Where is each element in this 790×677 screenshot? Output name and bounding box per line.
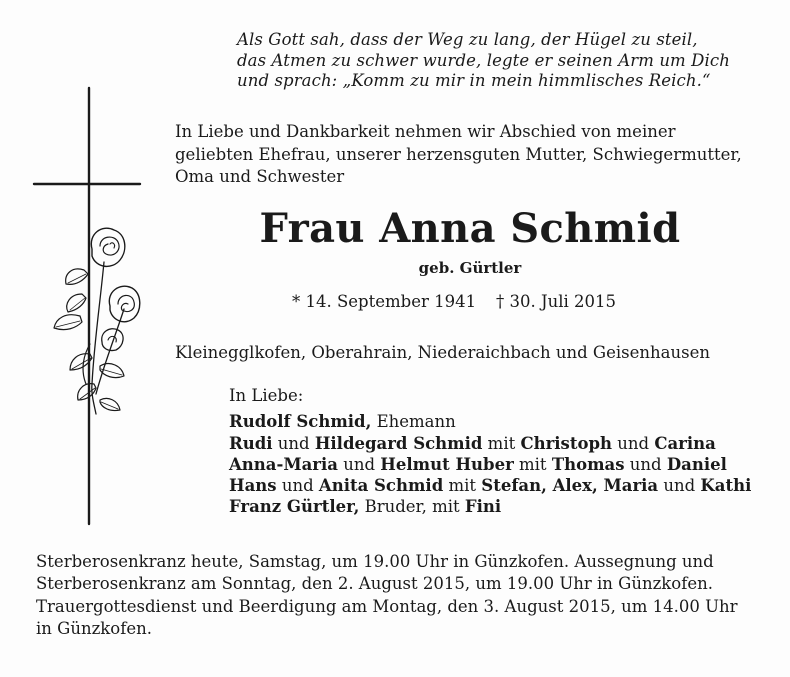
memorial-poem xyxy=(237,30,767,92)
mourner-connector: Bruder, mit xyxy=(359,497,465,517)
mourner-name: Carina xyxy=(654,433,716,453)
intro-line: geliebten Ehefrau, unserer herzensguten Mutter, Schwiegermutter, xyxy=(175,144,742,164)
farewell-intro xyxy=(175,121,765,189)
mourner-connector: mit xyxy=(482,433,521,453)
places-line: Kleinegglkofen, Oberahrain, Niederaichbach und Geisenhausen xyxy=(175,343,710,362)
mourner-name: Rudolf Schmid, xyxy=(229,412,372,432)
mourner-row xyxy=(229,496,769,517)
service-details xyxy=(36,551,766,640)
mourner-name: Daniel xyxy=(666,454,727,474)
deceased-name: Frau Anna Schmid xyxy=(259,205,681,252)
poem-line: das Atmen zu schwer wurde, legte er seinen Arm um Dich xyxy=(237,50,730,70)
mourner-connector: und xyxy=(337,454,381,474)
mourner-name: Helmut Huber xyxy=(380,454,514,474)
mourner-name: Anita Schmid xyxy=(318,476,444,496)
death-date: † 30. Juli 2015 xyxy=(496,292,617,311)
service-line: in Günzkofen. xyxy=(36,618,152,638)
intro-line: Oma und Schwester xyxy=(175,167,345,186)
mourner-name: Hildegard Schmid xyxy=(314,433,483,453)
mourners-lead: In Liebe: xyxy=(229,386,304,405)
poem-line: und sprach: „Komm zu mir in mein himmlisches Reich.“ xyxy=(237,71,711,90)
maiden-name: geb. Gürtler xyxy=(418,259,522,277)
intro-line: In Liebe und Dankbarkeit nehmen wir Abschied von meiner xyxy=(175,122,676,141)
birth-date: * 14. September 1941 xyxy=(292,292,477,311)
mourner-name: Kathi xyxy=(700,476,752,496)
mourner-connector: und xyxy=(276,476,319,496)
mourners-list xyxy=(229,385,769,518)
mourner-name: Rudi xyxy=(229,433,273,453)
mourner-connector: und xyxy=(272,433,315,453)
mourner-row xyxy=(229,454,769,475)
poem-line: Als Gott sah, dass der Weg zu lang, der Hügel zu steil, xyxy=(237,30,698,49)
service-line: Trauergottesdienst und Beerdigung am Montag, den 3. August 2015, um 14.00 Uhr xyxy=(36,596,738,616)
mourner-row xyxy=(229,411,769,432)
mourner-connector: mit xyxy=(513,454,552,474)
mourner-row xyxy=(229,475,769,496)
mourner-name: Hans xyxy=(229,476,277,496)
service-line: Sterberosenkranz am Sonntag, den 2. August 2015, um 19.00 Uhr in Günzkofen. xyxy=(36,574,713,594)
mourner-connector: und xyxy=(612,433,655,453)
mourner-name: Christoph xyxy=(520,433,613,453)
mourner-name: Thomas xyxy=(551,454,625,474)
cross-with-roses-icon xyxy=(30,84,150,528)
mourner-name: Stefan, Alex, Maria xyxy=(481,476,659,496)
service-line: Sterberosenkranz heute, Samstag, um 19.00 Uhr in Günzkofen. Aussegnung und xyxy=(36,552,714,571)
mourner-connector: und xyxy=(624,454,667,474)
mourner-connector: mit xyxy=(443,476,482,496)
mourner-connector: Ehemann xyxy=(371,412,456,432)
mourner-connector: und xyxy=(658,476,701,496)
mourner-name: Fini xyxy=(464,497,502,517)
mourner-name: Franz Gürtler, xyxy=(229,497,360,517)
mourner-row xyxy=(229,433,769,454)
mourner-name: Anna-Maria xyxy=(229,454,338,474)
